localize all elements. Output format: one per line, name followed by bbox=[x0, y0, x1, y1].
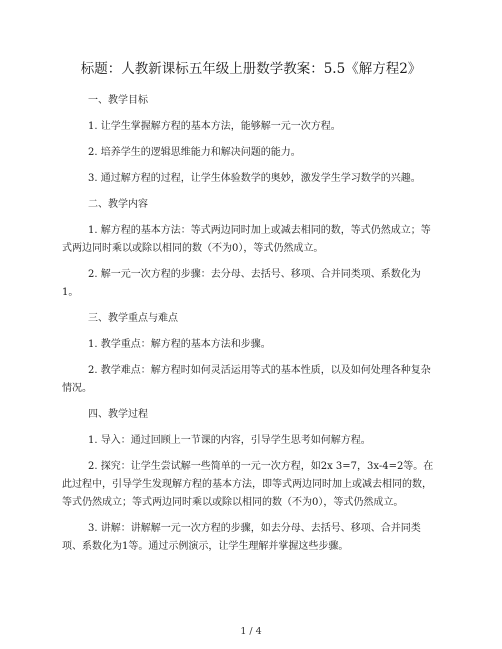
paragraph-content-2: 2. 解一元一次方程的步骤：去分母、去括号、移项、合并同类项、系数化为1。 bbox=[62, 269, 421, 298]
section-heading-goals: 一、教学目标 bbox=[88, 95, 148, 106]
section-heading-process: 四、教学过程 bbox=[88, 409, 148, 420]
paragraph-process-3: 3. 讲解：讲解解一元一次方程的步骤，如去分母、去括号、移项、合并同类项、系数化为1等。通过示例演示，让学生理解并掌握这些步骤。 bbox=[62, 523, 421, 552]
paragraph-process-1: 1. 导入：通过回顾上一节课的内容，引导学生思考如何解方程。 bbox=[88, 435, 371, 446]
section-heading-content: 二、教学内容 bbox=[88, 199, 148, 210]
paragraph-focus-1: 1. 教学重点：解方程的基本方法和步骤。 bbox=[88, 339, 271, 350]
section-heading-focus: 三、教学重点与难点 bbox=[88, 313, 178, 324]
paragraph-goal-3: 3. 通过解方程的过程，让学生体验数学的奥妙，激发学生学习数学的兴趣。 bbox=[88, 173, 421, 184]
paragraph-goal-1: 1. 让学生掌握解方程的基本方法，能够解一元一次方程。 bbox=[88, 121, 341, 132]
paragraph-focus-2: 2. 教学难点：解方程时如何灵活运用等式的基本性质，以及如何处理各种复杂情况。 bbox=[62, 365, 431, 394]
document-body bbox=[62, 92, 436, 556]
document-title: 标题：人教新课标五年级上册数学教案：5.5《解方程2》 bbox=[80, 61, 422, 77]
paragraph-content-1: 1. 解方程的基本方法：等式两边同时加上或减去相同的数，等式仍然成立；等式两边同时乘以或除以相同的数（不为0），等式仍然成立。 bbox=[62, 225, 431, 254]
page-number: 1 / 4 bbox=[240, 626, 262, 637]
paragraph-goal-2: 2. 培养学生的逻辑思维能力和解决问题的能力。 bbox=[88, 147, 301, 158]
paragraph-process-2: 2. 探究：让学生尝试解一些简单的一元一次方程，如2x 3=7，3x-4=2等。在此过程中，引导学生发现解方程的基本方法，即等式两边同时加上或减去相同的数，等式仍然成立；等式两边同时乘以或除以相同的数（不为0），等式仍然成立。 bbox=[62, 461, 434, 508]
